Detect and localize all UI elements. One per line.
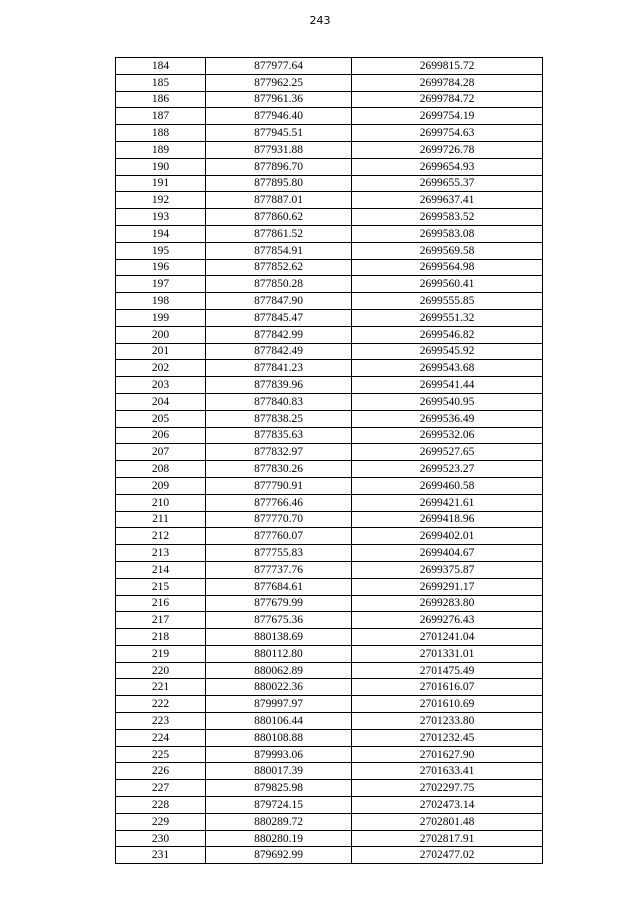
table-row — [116, 679, 543, 696]
point-number-cell: 230 — [116, 830, 206, 847]
y-coordinate-cell: 2699283.80 — [352, 595, 543, 612]
table-row — [116, 578, 543, 595]
y-coordinate-cell: 2699754.63 — [352, 125, 543, 142]
point-number-cell: 228 — [116, 797, 206, 814]
x-coordinate-cell: 877830.26 — [206, 461, 352, 478]
point-number-cell: 204 — [116, 393, 206, 410]
y-coordinate-cell: 2699784.28 — [352, 74, 543, 91]
y-coordinate-cell: 2699564.98 — [352, 259, 543, 276]
table-row — [116, 108, 543, 125]
table-row — [116, 360, 543, 377]
y-coordinate-cell: 2699291.17 — [352, 578, 543, 595]
y-coordinate-cell: 2702817.91 — [352, 830, 543, 847]
y-coordinate-cell: 2699555.85 — [352, 293, 543, 310]
y-coordinate-cell: 2699375.87 — [352, 561, 543, 578]
point-number-cell: 208 — [116, 461, 206, 478]
table-row — [116, 797, 543, 814]
point-number-cell: 218 — [116, 629, 206, 646]
table-row — [116, 158, 543, 175]
table-row — [116, 813, 543, 830]
x-coordinate-cell: 877760.07 — [206, 528, 352, 545]
table-row — [116, 847, 543, 864]
point-number-cell: 217 — [116, 612, 206, 629]
y-coordinate-cell: 2701475.49 — [352, 662, 543, 679]
point-number-cell: 190 — [116, 158, 206, 175]
x-coordinate-cell: 880289.72 — [206, 813, 352, 830]
point-number-cell: 214 — [116, 561, 206, 578]
y-coordinate-cell: 2702473.14 — [352, 797, 543, 814]
table-row — [116, 410, 543, 427]
y-coordinate-cell: 2699560.41 — [352, 276, 543, 293]
point-number-cell: 215 — [116, 578, 206, 595]
table-row — [116, 763, 543, 780]
x-coordinate-cell: 877839.96 — [206, 377, 352, 394]
point-number-cell: 194 — [116, 225, 206, 242]
x-coordinate-cell: 877770.70 — [206, 511, 352, 528]
table-row — [116, 494, 543, 511]
point-number-cell: 224 — [116, 729, 206, 746]
point-number-cell: 219 — [116, 645, 206, 662]
table-row — [116, 780, 543, 797]
x-coordinate-cell: 877842.49 — [206, 343, 352, 360]
point-number-cell: 229 — [116, 813, 206, 830]
x-coordinate-cell: 880106.44 — [206, 713, 352, 730]
x-coordinate-cell: 879997.97 — [206, 696, 352, 713]
x-coordinate-cell: 880138.69 — [206, 629, 352, 646]
y-coordinate-cell: 2699402.01 — [352, 528, 543, 545]
table-row — [116, 713, 543, 730]
x-coordinate-cell: 877679.99 — [206, 595, 352, 612]
y-coordinate-cell: 2701616.07 — [352, 679, 543, 696]
y-coordinate-cell: 2699404.67 — [352, 545, 543, 562]
x-coordinate-cell: 877861.52 — [206, 225, 352, 242]
y-coordinate-cell: 2699541.44 — [352, 377, 543, 394]
table-row — [116, 545, 543, 562]
table-row — [116, 58, 543, 75]
y-coordinate-cell: 2699654.93 — [352, 158, 543, 175]
coordinates-table-body — [116, 58, 543, 864]
y-coordinate-cell: 2701232.45 — [352, 729, 543, 746]
table-row — [116, 293, 543, 310]
x-coordinate-cell: 880112.80 — [206, 645, 352, 662]
point-number-cell: 227 — [116, 780, 206, 797]
point-number-cell: 193 — [116, 209, 206, 226]
point-number-cell: 188 — [116, 125, 206, 142]
x-coordinate-cell: 877895.80 — [206, 175, 352, 192]
point-number-cell: 211 — [116, 511, 206, 528]
y-coordinate-cell: 2699754.19 — [352, 108, 543, 125]
point-number-cell: 206 — [116, 427, 206, 444]
table-row — [116, 259, 543, 276]
x-coordinate-cell: 879993.06 — [206, 746, 352, 763]
y-coordinate-cell: 2701627.90 — [352, 746, 543, 763]
table-row — [116, 444, 543, 461]
y-coordinate-cell: 2699726.78 — [352, 141, 543, 158]
point-number-cell: 210 — [116, 494, 206, 511]
x-coordinate-cell: 877842.99 — [206, 326, 352, 343]
table-row — [116, 645, 543, 662]
x-coordinate-cell: 877838.25 — [206, 410, 352, 427]
point-number-cell: 195 — [116, 242, 206, 259]
table-row — [116, 477, 543, 494]
point-number-cell: 220 — [116, 662, 206, 679]
table-row — [116, 192, 543, 209]
y-coordinate-cell: 2699815.72 — [352, 58, 543, 75]
y-coordinate-cell: 2699276.43 — [352, 612, 543, 629]
point-number-cell: 197 — [116, 276, 206, 293]
table-row — [116, 225, 543, 242]
table-row — [116, 209, 543, 226]
x-coordinate-cell: 877850.28 — [206, 276, 352, 293]
y-coordinate-cell: 2699532.06 — [352, 427, 543, 444]
x-coordinate-cell: 880022.36 — [206, 679, 352, 696]
point-number-cell: 205 — [116, 410, 206, 427]
y-coordinate-cell: 2699655.37 — [352, 175, 543, 192]
point-number-cell: 213 — [116, 545, 206, 562]
x-coordinate-cell: 880108.88 — [206, 729, 352, 746]
point-number-cell: 198 — [116, 293, 206, 310]
table-row — [116, 461, 543, 478]
point-number-cell: 201 — [116, 343, 206, 360]
y-coordinate-cell: 2699418.96 — [352, 511, 543, 528]
table-row — [116, 595, 543, 612]
coordinates-table — [115, 57, 543, 864]
y-coordinate-cell: 2701610.69 — [352, 696, 543, 713]
x-coordinate-cell: 877790.91 — [206, 477, 352, 494]
y-coordinate-cell: 2699527.65 — [352, 444, 543, 461]
point-number-cell: 225 — [116, 746, 206, 763]
x-coordinate-cell: 877945.51 — [206, 125, 352, 142]
x-coordinate-cell: 877852.62 — [206, 259, 352, 276]
point-number-cell: 192 — [116, 192, 206, 209]
point-number-cell: 212 — [116, 528, 206, 545]
point-number-cell: 184 — [116, 58, 206, 75]
y-coordinate-cell: 2699551.32 — [352, 309, 543, 326]
y-coordinate-cell: 2699784.72 — [352, 91, 543, 108]
point-number-cell: 203 — [116, 377, 206, 394]
table-row — [116, 141, 543, 158]
y-coordinate-cell: 2699543.68 — [352, 360, 543, 377]
x-coordinate-cell: 877860.62 — [206, 209, 352, 226]
x-coordinate-cell: 877962.25 — [206, 74, 352, 91]
x-coordinate-cell: 877961.36 — [206, 91, 352, 108]
y-coordinate-cell: 2699583.08 — [352, 225, 543, 242]
page-number: 243 — [309, 14, 331, 27]
x-coordinate-cell: 880017.39 — [206, 763, 352, 780]
x-coordinate-cell: 879692.99 — [206, 847, 352, 864]
table-row — [116, 309, 543, 326]
y-coordinate-cell: 2702801.48 — [352, 813, 543, 830]
table-row — [116, 242, 543, 259]
table-row — [116, 696, 543, 713]
y-coordinate-cell: 2702297.75 — [352, 780, 543, 797]
point-number-cell: 189 — [116, 141, 206, 158]
y-coordinate-cell: 2701633.41 — [352, 763, 543, 780]
x-coordinate-cell: 877887.01 — [206, 192, 352, 209]
y-coordinate-cell: 2699540.95 — [352, 393, 543, 410]
y-coordinate-cell: 2699637.41 — [352, 192, 543, 209]
x-coordinate-cell: 877766.46 — [206, 494, 352, 511]
table-row — [116, 511, 543, 528]
table-row — [116, 393, 543, 410]
y-coordinate-cell: 2699421.61 — [352, 494, 543, 511]
table-row — [116, 377, 543, 394]
point-number-cell: 207 — [116, 444, 206, 461]
x-coordinate-cell: 877835.63 — [206, 427, 352, 444]
table-row — [116, 427, 543, 444]
y-coordinate-cell: 2699536.49 — [352, 410, 543, 427]
table-row — [116, 729, 543, 746]
y-coordinate-cell: 2701233.80 — [352, 713, 543, 730]
table-row — [116, 91, 543, 108]
table-row — [116, 326, 543, 343]
y-coordinate-cell: 2701331.01 — [352, 645, 543, 662]
y-coordinate-cell: 2699523.27 — [352, 461, 543, 478]
table-row — [116, 561, 543, 578]
table-row — [116, 528, 543, 545]
y-coordinate-cell: 2699569.58 — [352, 242, 543, 259]
x-coordinate-cell: 880280.19 — [206, 830, 352, 847]
point-number-cell: 202 — [116, 360, 206, 377]
point-number-cell: 196 — [116, 259, 206, 276]
x-coordinate-cell: 877854.91 — [206, 242, 352, 259]
table-row — [116, 746, 543, 763]
point-number-cell: 191 — [116, 175, 206, 192]
point-number-cell: 216 — [116, 595, 206, 612]
x-coordinate-cell: 877896.70 — [206, 158, 352, 175]
point-number-cell: 226 — [116, 763, 206, 780]
x-coordinate-cell: 877840.83 — [206, 393, 352, 410]
point-number-cell: 231 — [116, 847, 206, 864]
point-number-cell: 221 — [116, 679, 206, 696]
x-coordinate-cell: 877737.76 — [206, 561, 352, 578]
x-coordinate-cell: 880062.89 — [206, 662, 352, 679]
x-coordinate-cell: 877931.88 — [206, 141, 352, 158]
x-coordinate-cell: 877977.64 — [206, 58, 352, 75]
x-coordinate-cell: 877847.90 — [206, 293, 352, 310]
point-number-cell: 185 — [116, 74, 206, 91]
y-coordinate-cell: 2699545.92 — [352, 343, 543, 360]
y-coordinate-cell: 2699460.58 — [352, 477, 543, 494]
x-coordinate-cell: 877675.36 — [206, 612, 352, 629]
table-row — [116, 343, 543, 360]
point-number-cell: 222 — [116, 696, 206, 713]
x-coordinate-cell: 877841.23 — [206, 360, 352, 377]
x-coordinate-cell: 877946.40 — [206, 108, 352, 125]
table-row — [116, 74, 543, 91]
y-coordinate-cell: 2699546.82 — [352, 326, 543, 343]
table-row — [116, 276, 543, 293]
table-row — [116, 662, 543, 679]
x-coordinate-cell: 877684.61 — [206, 578, 352, 595]
x-coordinate-cell: 877845.47 — [206, 309, 352, 326]
x-coordinate-cell: 879825.98 — [206, 780, 352, 797]
y-coordinate-cell: 2699583.52 — [352, 209, 543, 226]
table-row — [116, 629, 543, 646]
point-number-cell: 223 — [116, 713, 206, 730]
table-row — [116, 612, 543, 629]
point-number-cell: 199 — [116, 309, 206, 326]
table-row — [116, 175, 543, 192]
table-row — [116, 125, 543, 142]
point-number-cell: 187 — [116, 108, 206, 125]
point-number-cell: 209 — [116, 477, 206, 494]
table-row — [116, 830, 543, 847]
point-number-cell: 186 — [116, 91, 206, 108]
y-coordinate-cell: 2702477.02 — [352, 847, 543, 864]
y-coordinate-cell: 2701241.04 — [352, 629, 543, 646]
x-coordinate-cell: 879724.15 — [206, 797, 352, 814]
point-number-cell: 200 — [116, 326, 206, 343]
x-coordinate-cell: 877832.97 — [206, 444, 352, 461]
x-coordinate-cell: 877755.83 — [206, 545, 352, 562]
